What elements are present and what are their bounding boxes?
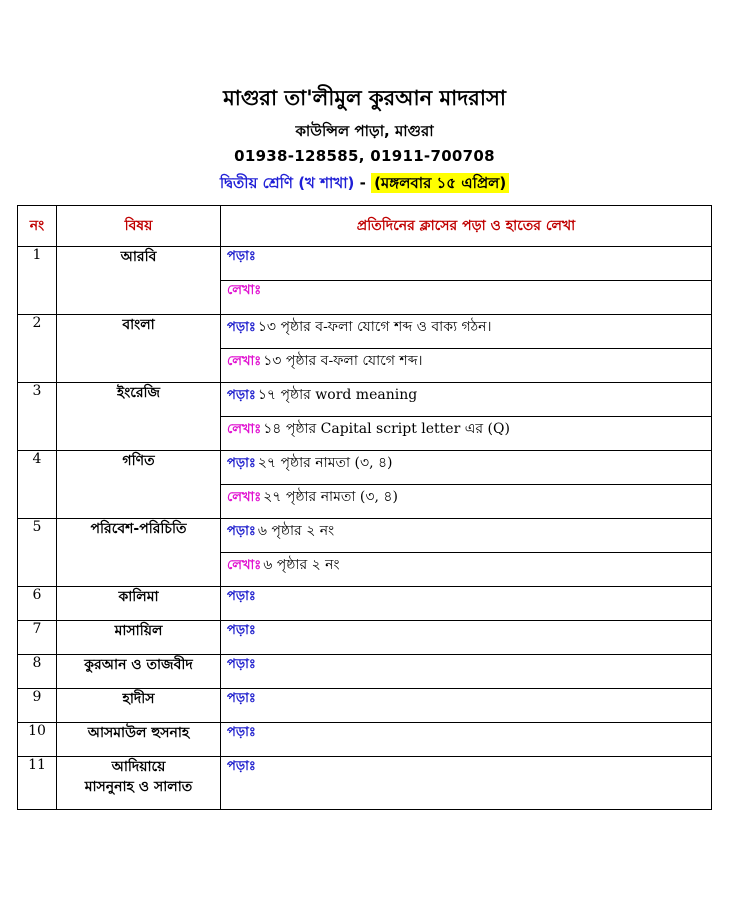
writing-label: লেখাঃ: [227, 354, 262, 369]
table-row: [18, 451, 712, 485]
table-row: [18, 587, 712, 621]
writing-cell: [221, 349, 712, 383]
table-header-row: [18, 206, 712, 247]
row-number: 7: [18, 621, 57, 655]
subject-name: বাংলা: [57, 315, 221, 383]
writing-text: ১৩ পৃষ্ঠার ব-ফলা যোগে শব্দ।: [263, 353, 423, 369]
writing-label: লেখাঃ: [227, 558, 262, 573]
subject-name: কালিমা: [57, 587, 221, 621]
title-separator: -: [354, 174, 372, 192]
row-number: 4: [18, 451, 57, 519]
reading-cell: [221, 383, 712, 417]
subject-name: [57, 757, 221, 810]
reading-label: পড়াঃ: [227, 623, 256, 638]
reading-cell: [221, 723, 712, 757]
writing-label: লেখাঃ: [227, 283, 262, 298]
table-row: [18, 655, 712, 689]
subject-name: আসমাউল হুসনাহ: [57, 723, 221, 757]
reading-label: পড়াঃ: [227, 657, 256, 672]
row-number: 5: [18, 519, 57, 587]
reading-label: পড়াঃ: [227, 524, 256, 539]
madrasa-name: মাগুরা তা'লীমুল কুরআন মাদরাসা: [223, 86, 506, 110]
writing-cell: [221, 281, 712, 315]
table-row: [18, 621, 712, 655]
table-row: [18, 315, 712, 349]
reading-label: পড়াঃ: [227, 320, 256, 335]
row-number: 2: [18, 315, 57, 383]
writing-text: ২৭ পৃষ্ঠার নামতা (৩, ৪): [263, 489, 398, 505]
date-label: (মঙ্গলবার ১৫ এপ্রিল): [371, 173, 509, 193]
reading-text: ১৭ পৃষ্ঠার word meaning: [257, 387, 418, 403]
reading-label: পড়াঃ: [227, 388, 256, 403]
reading-text: ১৩ পৃষ্ঠার ব-ফলা যোগে শব্দ ও বাক্য গঠন।: [257, 319, 492, 335]
row-number: 10: [18, 723, 57, 757]
reading-label: পড়াঃ: [227, 456, 256, 471]
subject-name: ইংরেজি: [57, 383, 221, 451]
reading-cell: [221, 315, 712, 349]
row-number: 8: [18, 655, 57, 689]
subject-line-1: আদিয়ায়ে: [111, 759, 166, 775]
writing-cell: [221, 485, 712, 519]
header-no: নং: [18, 206, 57, 247]
row-number: 3: [18, 383, 57, 451]
class-label: দ্বিতীয় শ্রেণি (খ শাখা): [219, 174, 355, 192]
class-routine-table: [17, 205, 712, 810]
row-number: 1: [18, 247, 57, 315]
subject-name: আরবি: [57, 247, 221, 315]
subject-name: হাদীস: [57, 689, 221, 723]
reading-label: পড়াঃ: [227, 759, 256, 774]
writing-label: লেখাঃ: [227, 490, 262, 505]
reading-text: ৬ পৃষ্ঠার ২ নং: [257, 523, 335, 539]
reading-label: পড়াঃ: [227, 589, 256, 604]
header-details: প্রতিদিনের ক্লাসের পড়া ও হাতের লেখা: [221, 206, 712, 247]
writing-label: লেখাঃ: [227, 422, 262, 437]
madrasa-address: কাউন্সিল পাড়া, মাগুরা: [295, 122, 434, 140]
row-number: 6: [18, 587, 57, 621]
table-row: [18, 519, 712, 553]
writing-cell: [221, 417, 712, 451]
subject-line-2: মাসনুনাহ ও সালাত: [84, 779, 193, 795]
header-subject: বিষয়: [57, 206, 221, 247]
reading-cell: [221, 451, 712, 485]
row-number: 9: [18, 689, 57, 723]
writing-cell: [221, 553, 712, 587]
table-row: [18, 689, 712, 723]
row-number: 11: [18, 757, 57, 810]
writing-text: ৬ পৃষ্ঠার ২ নং: [263, 557, 340, 573]
writing-text: ১৪ পৃষ্ঠার Capital script letter এর (Q): [263, 421, 510, 437]
reading-cell: [221, 519, 712, 553]
reading-cell: [221, 621, 712, 655]
table-row: [18, 383, 712, 417]
reading-cell: [221, 689, 712, 723]
subject-name: মাসায়িল: [57, 621, 221, 655]
class-and-date: [0, 172, 729, 197]
reading-text: ২৭ পৃষ্ঠার নামতা (৩, ৪): [257, 455, 393, 471]
subject-name: গণিত: [57, 451, 221, 519]
reading-label: পড়াঃ: [227, 691, 256, 706]
phone-numbers: 01938-128585, 01911-700708: [234, 147, 495, 165]
reading-label: পড়াঃ: [227, 725, 256, 740]
table-row: [18, 723, 712, 757]
table-row: [18, 247, 712, 281]
table-row: [18, 757, 712, 810]
subject-name: কুরআন ও তাজবীদ: [57, 655, 221, 689]
reading-cell: [221, 757, 712, 810]
reading-cell: [221, 655, 712, 689]
reading-cell: [221, 587, 712, 621]
reading-label: পড়াঃ: [227, 249, 256, 264]
reading-cell: [221, 247, 712, 281]
subject-name: পরিবেশ-পরিচিতি: [57, 519, 221, 587]
